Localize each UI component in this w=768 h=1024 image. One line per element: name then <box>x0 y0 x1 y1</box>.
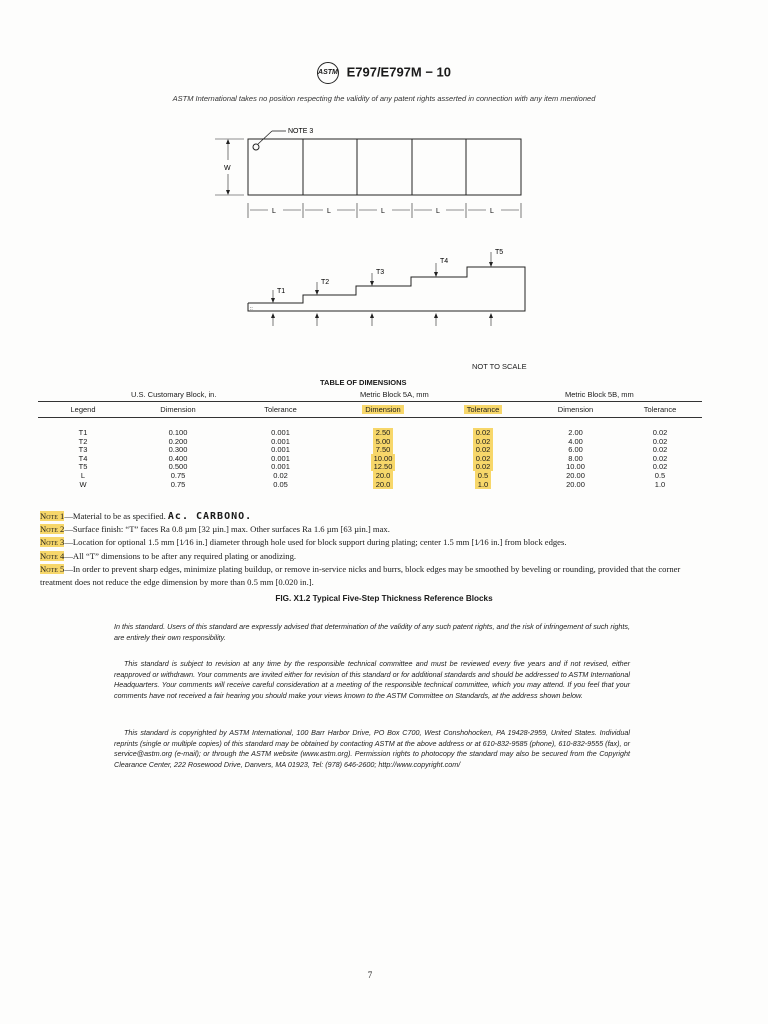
group-metric-5b: Metric Block 5B, mm <box>565 390 634 399</box>
cell-a-tol: 0.02 <box>433 446 533 455</box>
dimensions-table <box>38 401 702 489</box>
t2-label: T2 <box>321 279 330 286</box>
cell-b-dim: 8.00 <box>568 453 583 463</box>
cell-b-tol: 0.02 <box>652 445 668 455</box>
l-label-1: L <box>272 208 276 215</box>
cell-a-tol: 0.02 <box>433 463 533 472</box>
table-row <box>38 429 702 438</box>
cell-us-dim: 0.75 <box>170 479 186 489</box>
cell-b-dim: 20.00 <box>566 479 585 489</box>
copyright-paragraph: This standard is copyrighted by ASTM International, 100 Barr Harbor Drive, PO Box C700, West Conshohocken, PA 19428-2959, United States. Individual reprints (single or multiple copies) of this standard may be obtained by contacting ASTM at the above address or at 610-832-9585 (phone), 610-832-9555 (fax), or service@astm.org (e-mail); or through the ASTM website (www.astm.org). Permission rights to photocopy the standard may also be secured from the Copyright Clearance Center, 222 Rosewood Drive, Danvers, MA 01923, Tel: (978) 646-2600; http://www.copyright.com/ <box>114 728 630 769</box>
cell-us-tol: 0.05 <box>273 479 288 489</box>
patent-paragraph: In this standard. Users of this standard are expressly advised that determination of the validity of any such patent rights, and the risk of infringement of such rights, are entirely their own responsibility. <box>114 622 630 642</box>
l-label-5: L <box>490 208 494 215</box>
cell-legend: T3 <box>78 445 88 455</box>
astm-logo-icon: ASTM <box>317 62 339 84</box>
block-top-view <box>248 139 521 195</box>
col-5b-dimension: Dimension <box>533 402 618 418</box>
cell-b-tol: 0.5 <box>654 470 666 480</box>
cell-b-dim: 6.00 <box>568 445 583 455</box>
l-label-3: L <box>381 208 385 215</box>
cell-a-tol: 0.02 <box>433 455 533 464</box>
col-5b-tolerance: Tolerance <box>618 402 702 418</box>
note-5: Note 5—In order to prevent sharp edges, minimize plating buildup, or remove in-service nicks and burrs, block edges may be smoothed by beveling or rounding, provided that the corner treatment does not reduce the edge dimension by more than 0.5 mm [0.020 in.]. <box>40 563 681 588</box>
t4-label: T4 <box>440 258 449 265</box>
cell-a-dim: 20.0 <box>333 472 433 481</box>
t3-label: T3 <box>376 269 385 276</box>
cell-a-dim: 10.00 <box>333 455 433 464</box>
cell-a-dim: 7.50 <box>333 446 433 455</box>
group-us-customary: U.S. Customary Block, in. <box>131 390 217 399</box>
cell-a-dim: 20.0 <box>333 481 433 490</box>
cell-legend: T4 <box>78 453 88 463</box>
t1-label: T1 <box>277 288 286 295</box>
cell-a-tol: 0.02 <box>433 438 533 447</box>
cell-b-tol: 0.02 <box>652 462 668 472</box>
w-dimension-label: W <box>224 165 231 172</box>
cell-us-dim: 0.500 <box>168 462 188 472</box>
col-us-tolerance: Tolerance <box>228 402 333 418</box>
l-label-4: L <box>436 208 440 215</box>
cell-a-tol: 1.0 <box>433 481 533 490</box>
col-5a-dimension: Dimension <box>333 402 433 418</box>
col-us-dimension: Dimension <box>128 402 228 418</box>
col-legend: Legend <box>38 402 128 418</box>
step-block-figure <box>0 0 768 360</box>
block-side-view <box>248 267 525 311</box>
table-row <box>38 455 702 464</box>
cell-us-dim: 0.75 <box>170 470 186 480</box>
figure-notes <box>40 510 702 589</box>
svg-text:::: :: <box>250 306 253 312</box>
cell-legend: T2 <box>78 436 88 446</box>
table-row <box>38 463 702 472</box>
cell-b-tol: 0.02 <box>652 428 668 437</box>
cell-us-dim: 0.300 <box>168 445 188 455</box>
table-row <box>38 472 702 481</box>
table-title: TABLE OF DIMENSIONS <box>320 378 407 387</box>
note-4: Note 4—All “T” dimensions to be after any required plating or anodizing. <box>40 550 297 561</box>
cell-b-tol: 0.02 <box>652 453 668 463</box>
cell-us-tol: 0.02 <box>273 470 288 480</box>
cell-a-tol: 0.02 <box>433 429 533 438</box>
cell-us-dim: 0.200 <box>168 436 188 446</box>
cell-b-dim: 2.00 <box>568 428 583 437</box>
cell-us-tol: 0.001 <box>271 436 290 446</box>
cell-a-dim: 5.00 <box>333 438 433 447</box>
table-row <box>38 446 702 455</box>
not-to-scale-label: NOT TO SCALE <box>472 362 527 371</box>
page-number: 7 <box>367 970 373 980</box>
cell-us-tol: 0.001 <box>271 462 290 472</box>
cell-us-dim: 0.400 <box>168 453 188 463</box>
cell-b-dim: 20.00 <box>566 470 585 480</box>
cell-us-tol: 0.001 <box>271 445 290 455</box>
group-metric-5a: Metric Block 5A, mm <box>360 390 429 399</box>
table-row <box>38 438 702 447</box>
patent-notice: ASTM International takes no position respecting the validity of any patent rights asserted in connection with any item mentioned <box>172 94 596 103</box>
cell-us-dim: 0.100 <box>168 428 188 437</box>
revision-paragraph: This standard is subject to revision at any time by the responsible technical committee and must be reviewed every five years and if not revised, either reapproved or withdrawn. Your comments are invited either for revision of this standard or for additional standards and should be addressed to ASTM International Headquarters. Your comments will receive careful consideration at a meeting of the responsible technical committee, which you may attend. If you feel that your comments have not received a fair hearing you should make your views known to the ASTM Committee on Standards, at the address shown below. <box>114 659 630 700</box>
cell-legend: W <box>79 479 87 489</box>
cell-b-dim: 10.00 <box>566 462 585 472</box>
table-row <box>38 481 702 490</box>
note-1: Note 1—Material to be as specified. Ac. CARBONO. <box>40 511 253 522</box>
note-3: Note 3—Location for optional 1.5 mm [1⁄16 in.] diameter through hole used for block support during plating; center 1.5 mm [1⁄16 in.] from block edges. <box>40 537 567 548</box>
note3-callout: NOTE 3 <box>288 128 314 135</box>
cell-legend: T5 <box>78 462 88 472</box>
t5-label: T5 <box>495 249 504 256</box>
handwritten-annotation: Ac. CARBONO. <box>167 511 253 522</box>
cell-legend: T1 <box>78 428 88 437</box>
figure-caption: FIG. X1.2 Typical Five-Step Thickness Reference Blocks <box>275 594 493 603</box>
cell-us-tol: 0.001 <box>271 453 290 463</box>
cell-b-tol: 1.0 <box>654 479 666 489</box>
hole-icon <box>253 144 259 150</box>
table-header-row <box>38 402 702 418</box>
cell-legend: L <box>80 470 86 480</box>
cell-a-dim: 12.50 <box>333 463 433 472</box>
cell-a-tol: 0.5 <box>433 472 533 481</box>
col-5a-tolerance: Tolerance <box>433 402 533 418</box>
l-label-2: L <box>327 208 331 215</box>
cell-b-dim: 4.00 <box>568 436 583 446</box>
cell-b-tol: 0.02 <box>652 436 668 446</box>
designation-title: E797/E797M − 10 <box>346 64 452 80</box>
cell-us-tol: 0.001 <box>271 428 290 437</box>
cell-a-dim: 2.50 <box>333 429 433 438</box>
note-2: Note 2—Surface finish: “T” faces Ra 0.8 µm [32 µin.] max. Other surfaces Ra 1.6 µm [63 µin.] max. <box>40 524 390 535</box>
